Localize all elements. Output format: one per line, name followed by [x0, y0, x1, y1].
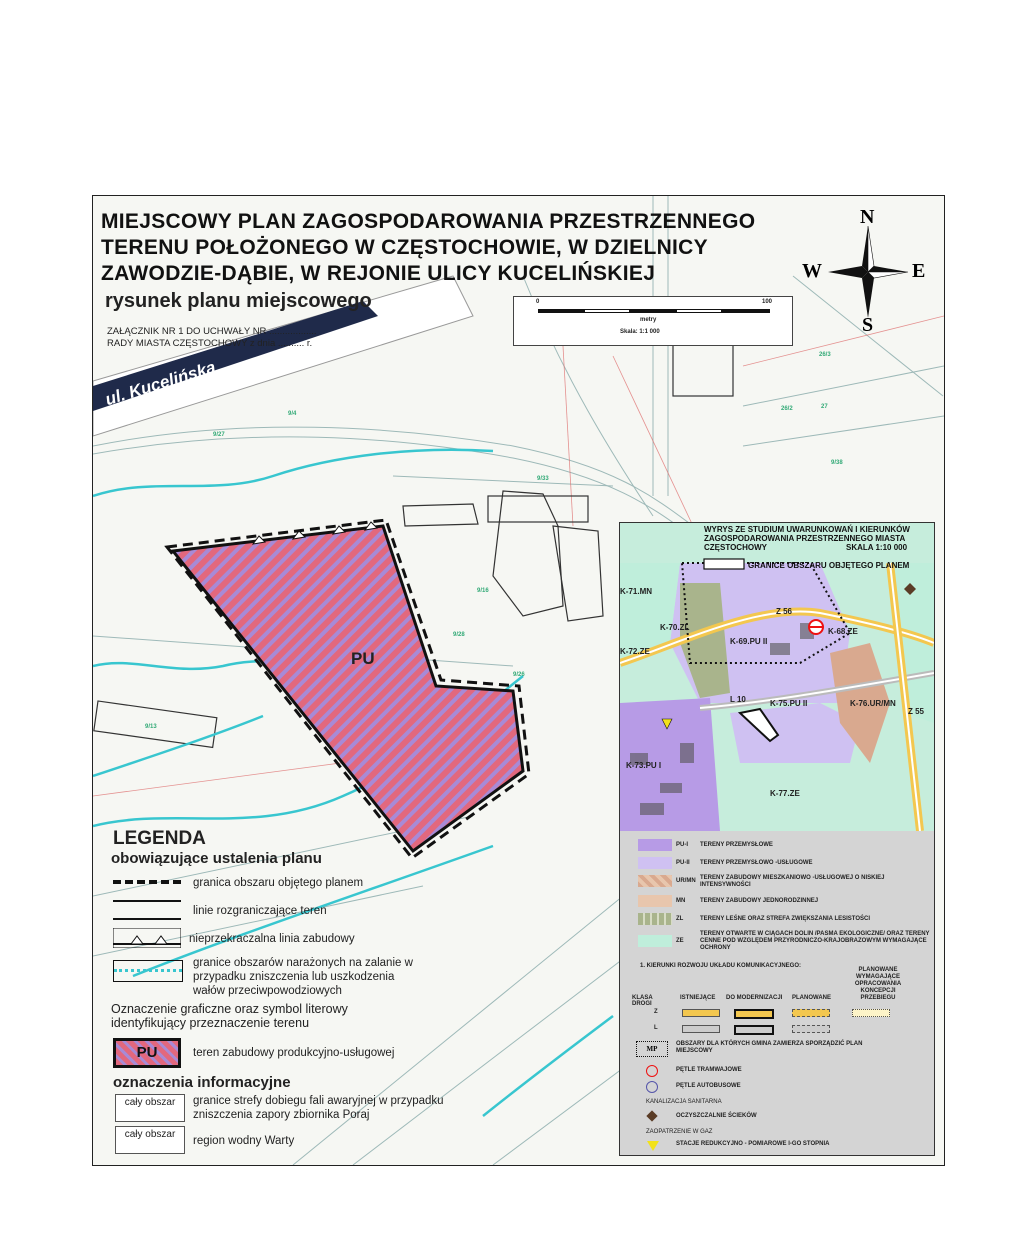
legend-code: ZL [676, 916, 684, 922]
inset-boundary-label: GRANICE OBSZARU OBJĘTEGO PLANEM [748, 561, 910, 570]
map-sheet [92, 195, 945, 1166]
subtitle: rysunek planu miejscowego [105, 290, 372, 312]
scale-segment [584, 309, 630, 313]
sewer-header: KANALIZACJA SANITARNA [646, 1099, 722, 1105]
compass-rose [798, 206, 938, 336]
mp-symbol: MP [636, 1041, 668, 1057]
road-symbol [734, 1009, 774, 1019]
graphic-note: Oznaczenie graficzne oraz symbol literowy identyfikujący przeznaczenie terenu [111, 1002, 348, 1030]
road-symbol [682, 1025, 720, 1033]
parcel-number: 26/3 [819, 352, 831, 358]
legend-code: PU-II [676, 860, 690, 866]
tram-icon [646, 1065, 658, 1077]
gas-text: STACJE REDUKCYJNO - POMIAROWE I-GO STOPNIA [676, 1141, 830, 1147]
road-class: Z [654, 1009, 658, 1015]
scale-label: Skala: 1:1 000 [620, 329, 660, 335]
parcel-number: 9/33 [537, 476, 549, 482]
flood-symbol [113, 960, 183, 982]
legend-item: granice obszarów narażonych na zalanie w przypadku zniszczenia lub uszkodzenia wałów przeciwpowodziowych [193, 957, 413, 997]
swatch [638, 895, 672, 907]
parcel-number: 9/28 [453, 632, 465, 638]
zone-k76: K-76.UR/MN [850, 699, 896, 708]
zone-k68: K-68.ZE [828, 627, 858, 636]
north-label: N [860, 206, 875, 228]
bus-text: PĘTLE AUTOBUSOWE [676, 1083, 741, 1089]
parcel-number: 9/26 [513, 672, 525, 678]
legend-code: MN [676, 898, 686, 904]
bus-icon [646, 1081, 658, 1093]
road-symbol [792, 1009, 830, 1017]
road-symbol [792, 1025, 830, 1033]
council-note: RADY MIASTA CZĘSTOCHOWY z dnia .......... r. [107, 338, 313, 349]
parcel-number: 26/2 [781, 406, 793, 412]
info-title: oznaczenia informacyjne [113, 1074, 291, 1091]
legend-code: UR/MN [676, 878, 696, 884]
sewer-text: OCZYSZCZALNIE ŚCIEKÓW [676, 1113, 757, 1119]
inset-title-1: WYRYS ZE STUDIUM UWARUNKOWAŃ I KIERUNKÓW [704, 525, 910, 534]
swatch [638, 913, 672, 925]
scale-end: 100 [762, 299, 773, 305]
zone-k71: K-71.MN [620, 587, 653, 596]
road-z56: Z 56 [776, 607, 793, 616]
boundary-symbol [113, 872, 181, 892]
road-z55: Z 55 [908, 707, 925, 716]
road-symbol [734, 1025, 774, 1035]
roads-col: ISTNIEJĄCE [680, 995, 716, 1001]
zone-k72: K-72.ZE [620, 647, 650, 656]
zone-k73: K-73.PU I [626, 761, 662, 770]
zone-k69: K-69.PU II [730, 637, 768, 646]
info-item: region wodny Warty [193, 1135, 295, 1147]
legend-text: TERENY LEŚNE ORAZ STREFA ZWIĘKSZANIA LESISTOŚCI [700, 916, 871, 922]
parcel-number: 9/16 [477, 588, 489, 594]
legend-code: ZE [676, 938, 684, 944]
scale-bar [513, 296, 793, 346]
inset-title-3: CZĘSTOCHOWY [704, 543, 767, 552]
sewage-plant-icon [646, 1110, 657, 1121]
legend [101, 828, 616, 1158]
legend-item: granica obszaru objętego planem [193, 877, 364, 889]
pu-symbol: PU [113, 1038, 181, 1068]
tram-text: PĘTLE TRAMWAJOWE [676, 1067, 742, 1073]
parcel-number: 9/4 [288, 411, 297, 417]
parcel-number: 9/38 [831, 460, 843, 466]
roads-header: 1. KIERUNKI ROZWOJU UKŁADU KOMUNIKACYJNEGO: [640, 963, 802, 969]
swatch [638, 875, 672, 887]
east-label: E [912, 260, 926, 282]
south-label: S [862, 314, 874, 336]
title-line-2: TERENU POŁOŻONEGO W CZĘSTOCHOWIE, W DZIELNICY [101, 236, 708, 259]
legend-code: PU-I [676, 842, 688, 848]
building-line-symbol [113, 928, 181, 948]
zone-k70: K-70.ZL [660, 623, 690, 632]
roads-col: DO MODERNIZACJI [726, 995, 783, 1001]
legend-text: TERENY ZABUDOWY MIESZKANIOWO -USŁUGOWEJ O NISKIEJ INTENSYWNOŚCI [700, 875, 885, 888]
title-line-1: MIEJSCOWY PLAN ZAGOSPODAROWANIA PRZESTRZENNEGO [101, 210, 756, 233]
legend-binding: obowiązujące ustalenia planu [111, 850, 322, 867]
road-class: L [654, 1025, 658, 1031]
zone-k77: K-77.ZE [770, 789, 800, 798]
swatch [638, 935, 672, 947]
roads-col: KLASA DROGI [632, 995, 653, 1007]
study-inset [619, 522, 935, 1156]
scale-start: 0 [536, 299, 540, 305]
legend-text: TERENY OTWARTE W CIĄGACH DOLIN /PASMA EKOLOGICZNE/ ORAZ TERENY CENNE POD WZGLĘDEM PRZYRODNICZO-KRAJOBRAZOWYM WYMAGAJĄCE OCHRONY [700, 931, 930, 951]
legend-item: nieprzekraczalna linia zabudowy [189, 933, 355, 945]
legend-title: LEGENDA [113, 828, 206, 849]
legend-item: linie rozgraniczające teren [193, 905, 327, 917]
info-box: cały obszar [115, 1126, 185, 1154]
title-line-3: ZAWODZIE-DĄBIE, W REJONIE ULICY KUCELIŃSKIEJ [101, 262, 656, 285]
inset-title-2: ZAGOSPODAROWANIA PRZESTRZENNEGO MIASTA [704, 534, 906, 543]
swatch [638, 839, 672, 851]
info-box: cały obszar [115, 1094, 185, 1122]
road-symbol [852, 1009, 890, 1017]
parcel-number: 9/13 [145, 724, 157, 730]
legend-text: TERENY PRZEMYSŁOWO -USŁUGOWE [700, 860, 813, 866]
line-symbol [113, 900, 181, 920]
road-l10: L 10 [730, 695, 746, 704]
roads-col: PLANOWANE WYMAGAJĄCE OPRACOWANIA KONCEPCJI PRZEBIEGU [854, 967, 902, 1001]
legend-text: TERENY PRZEMYSŁOWE [700, 842, 773, 848]
legend-text: TERENY ZABUDOWY JEDNORODZINNEJ [700, 898, 819, 904]
scale-segment [676, 309, 722, 313]
parcel-number: 27 [821, 404, 828, 410]
west-label: W [802, 260, 822, 282]
road-symbol [682, 1009, 720, 1017]
info-item: granice strefy dobiegu fali awaryjnej w przypadku zniszczenia zapory zbiornika Poraj [193, 1095, 444, 1121]
gas-icon [647, 1141, 659, 1151]
street-label: ul. Kucelińska [103, 357, 218, 410]
pu-text: teren zabudowy produkcyjno-usługowej [193, 1047, 395, 1059]
gas-header: ZAOPATRZENIE W GAZ [646, 1129, 713, 1135]
zone-k75: K-75.PU II [770, 699, 808, 708]
scale-line [538, 309, 770, 313]
parcel-number: 9/27 [213, 432, 225, 438]
annex-note: ZAŁĄCZNIK NR 1 DO UCHWAŁY NR .................. [107, 326, 317, 337]
inset-legend [620, 835, 934, 1155]
mp-text: OBSZARY DLA KTÓRYCH GMINA ZAMIERZA SPORZĄDZIĆ PLAN MIEJSCOWY [676, 1041, 863, 1054]
inset-scale: SKALA 1:10 000 [846, 543, 908, 552]
swatch [638, 857, 672, 869]
inset-map [620, 523, 934, 831]
roads-col: PLANOWANE [792, 995, 831, 1001]
scale-unit: metry [640, 317, 657, 323]
zone-label: PU [351, 649, 375, 668]
